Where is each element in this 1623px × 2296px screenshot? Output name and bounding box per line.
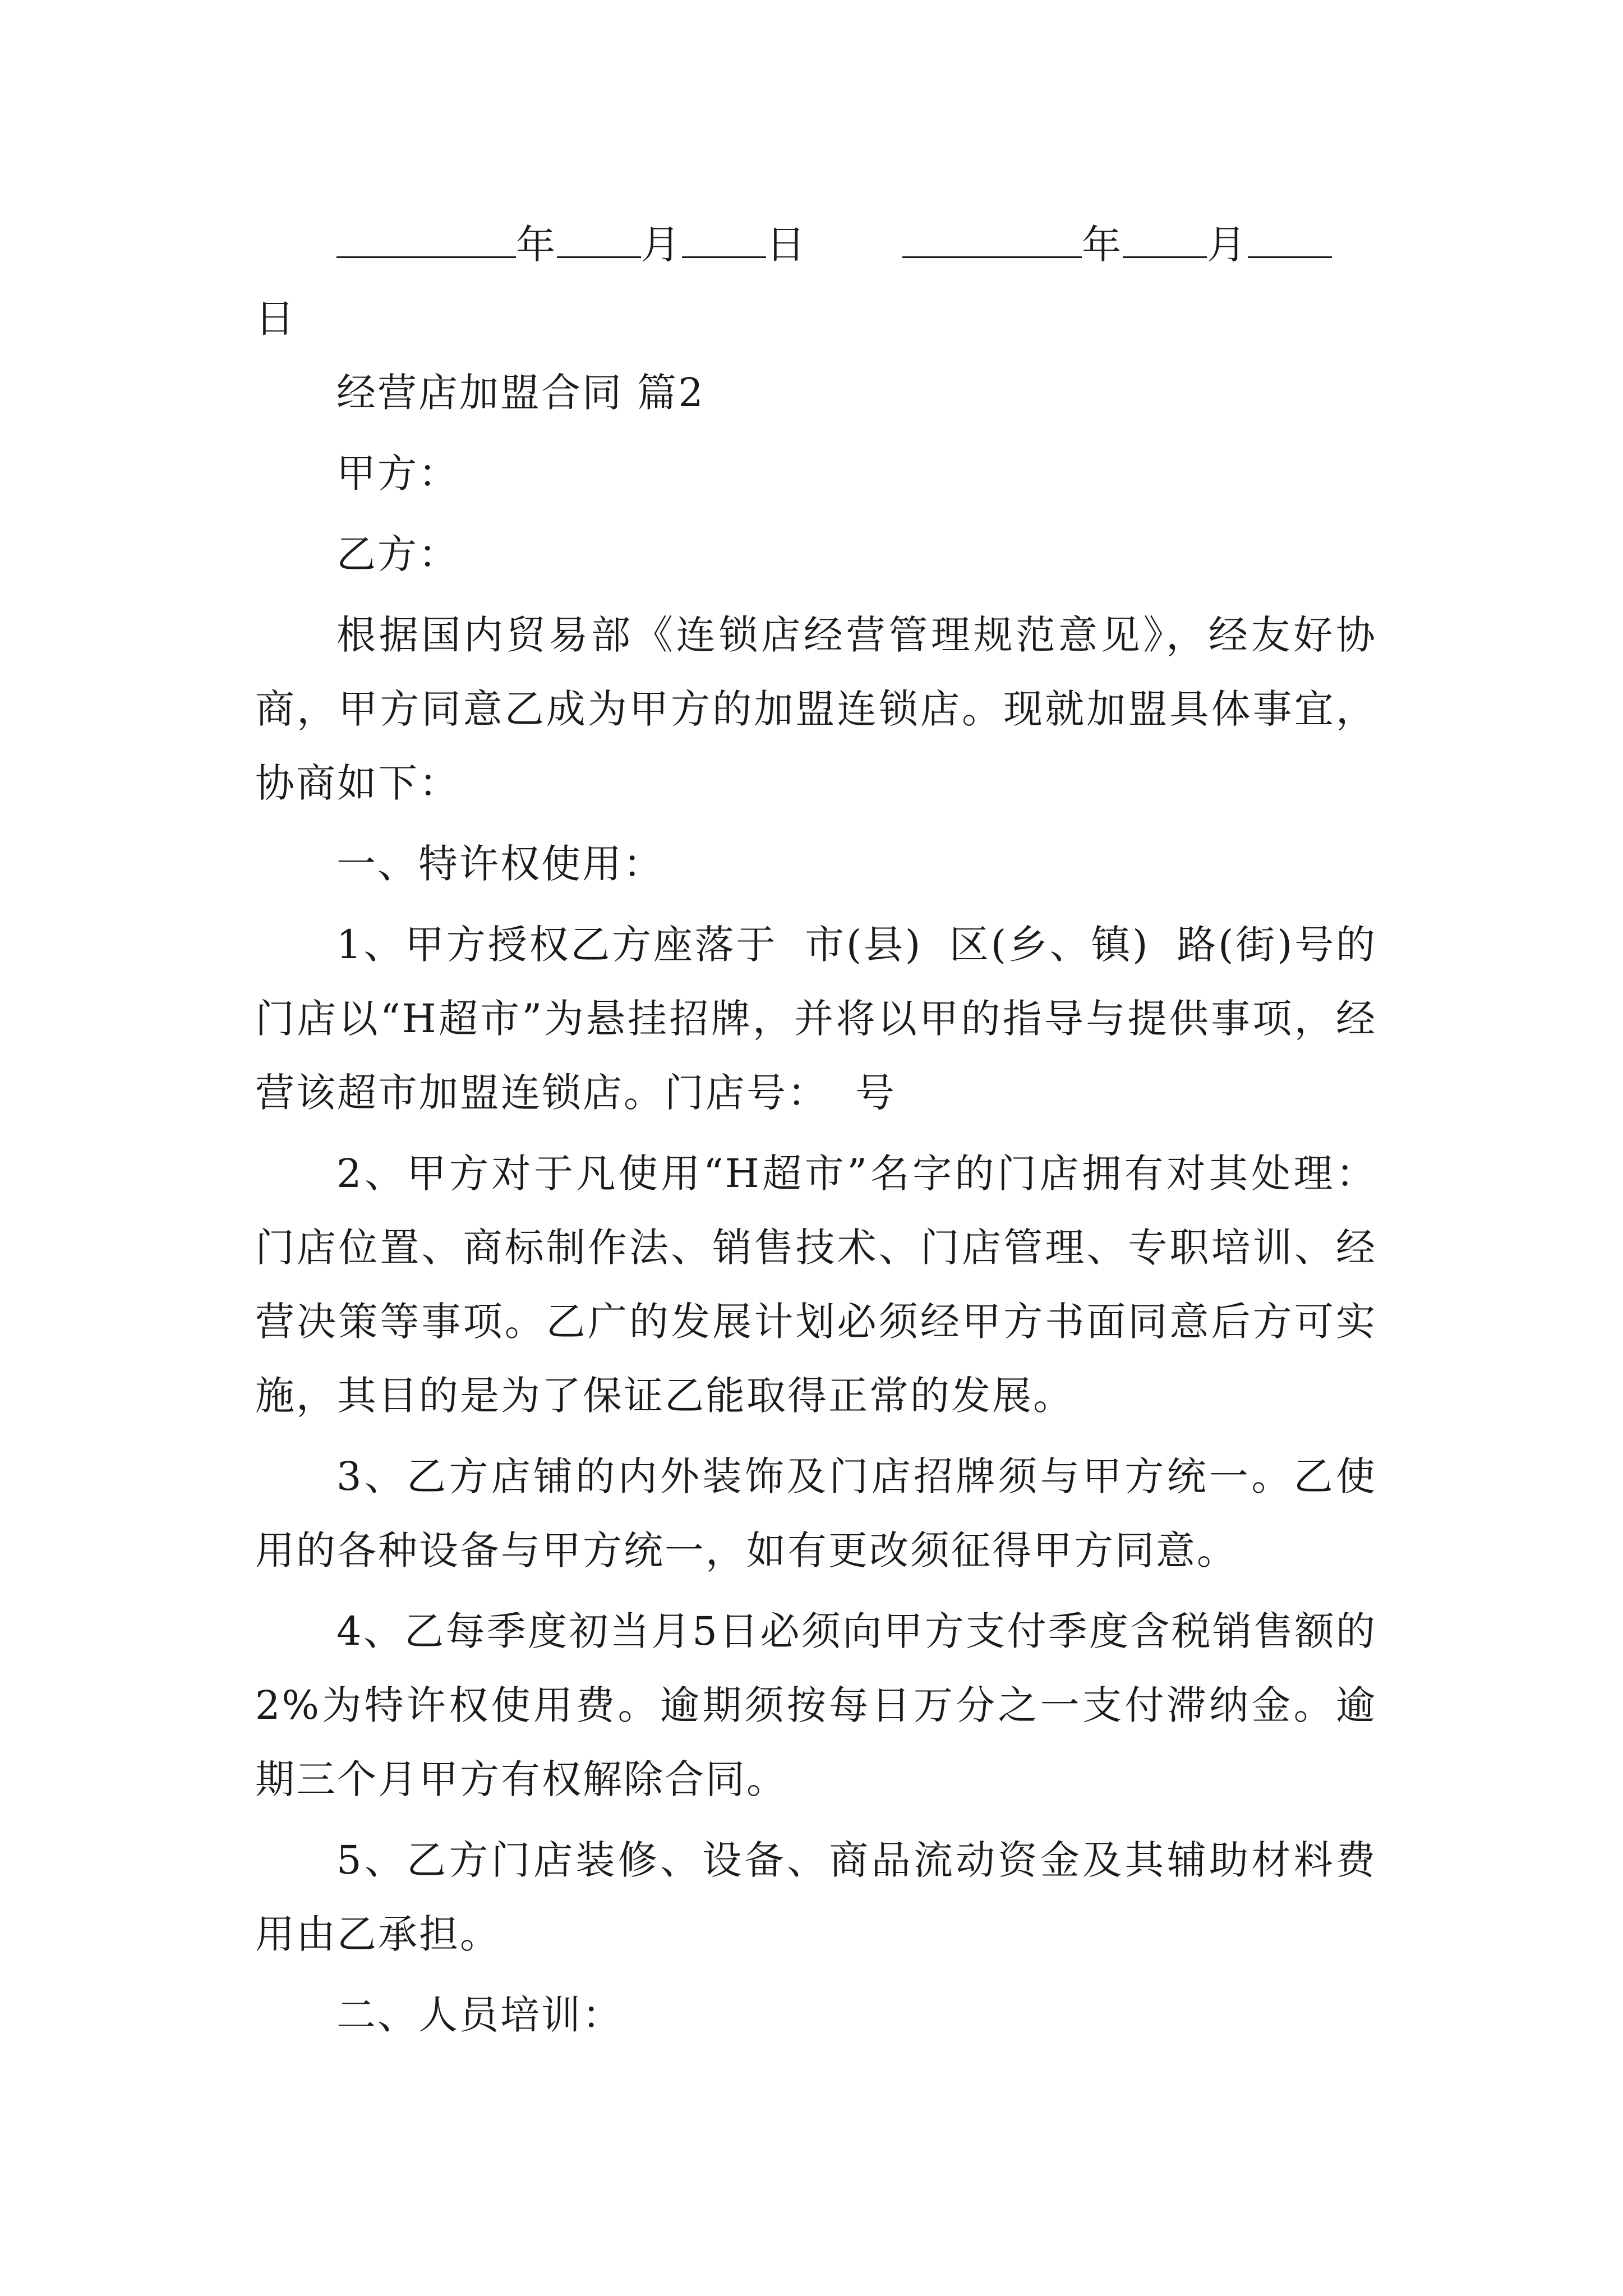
clause-1-part-3: 区(乡、镇) [949,922,1150,968]
contract-title: 经营店加盟合同 篇2 [336,370,705,416]
document-body [255,208,1377,2059]
year-blank-a [336,217,516,258]
day-label-b: 日 [255,296,296,342]
month-label-b: 月 [1207,222,1248,268]
clause-1-part-1: 1、甲方授权乙方座落于 [336,922,778,968]
year-label-a: 年 [516,222,557,268]
party-a-label: 甲方： [336,450,459,496]
clause-4: 4、乙每季度初当月5日必须向甲方支付季度含税销售额的2%为特许权使用费。逾期须按每日万分之一支付滞纳金。逾期三个月甲方有权解除合同。 [255,1608,1377,1802]
day-label-a: 日 [766,222,807,268]
intro-paragraph: 根据国内贸易部《连锁店经营管理规范意见》，经友好协商，甲方同意乙成为甲方的加盟连锁店。现就加盟具体事宜，协商如下： [255,612,1377,806]
clause-1-part-4: 路(街) [1176,922,1294,968]
clause-2: 2、甲方对于凡使用“H超市”名字的门店拥有对其处理：门店位置、商标制作法、销售技术、门店管理、专职培训、经营决策等事项。乙广的发展计划必须经甲方书面同意后方可实施，其目的是为了保证乙能取得正常的发展。 [255,1151,1377,1419]
year-blank-b [902,217,1082,258]
signature-date-line [255,208,1377,282]
party-b-label: 乙方： [336,531,459,577]
clause-1 [255,908,1377,1130]
clause-1-part-5: 号的门店以“H超市”为悬挂招牌，并将以甲的指导与提供事项，经营该超市加盟连锁店。门店号： [255,922,1377,1116]
month-blank-a [557,217,641,258]
clause-3: 3、乙方店铺的内外装饰及门店招牌须与甲方统一。乙使用的各种设备与甲方统一，如有更改须征得甲方同意。 [255,1453,1377,1573]
day-blank-a [682,217,766,258]
clause-5: 5、乙方门店装修、设备、商品流动资金及其辅助材料费用由乙承担。 [255,1837,1377,1957]
clause-1-part-2: 市(县) [804,922,923,968]
month-label-a: 月 [641,222,682,268]
section-heading-training: 二、人员培训： [336,1992,623,2038]
year-label-b: 年 [1082,222,1123,268]
month-blank-b [1123,217,1207,258]
clause-1-part-6: 号 [855,1070,896,1116]
day-blank-b [1248,217,1332,258]
section-heading-franchise: 一、特许权使用： [336,841,664,887]
